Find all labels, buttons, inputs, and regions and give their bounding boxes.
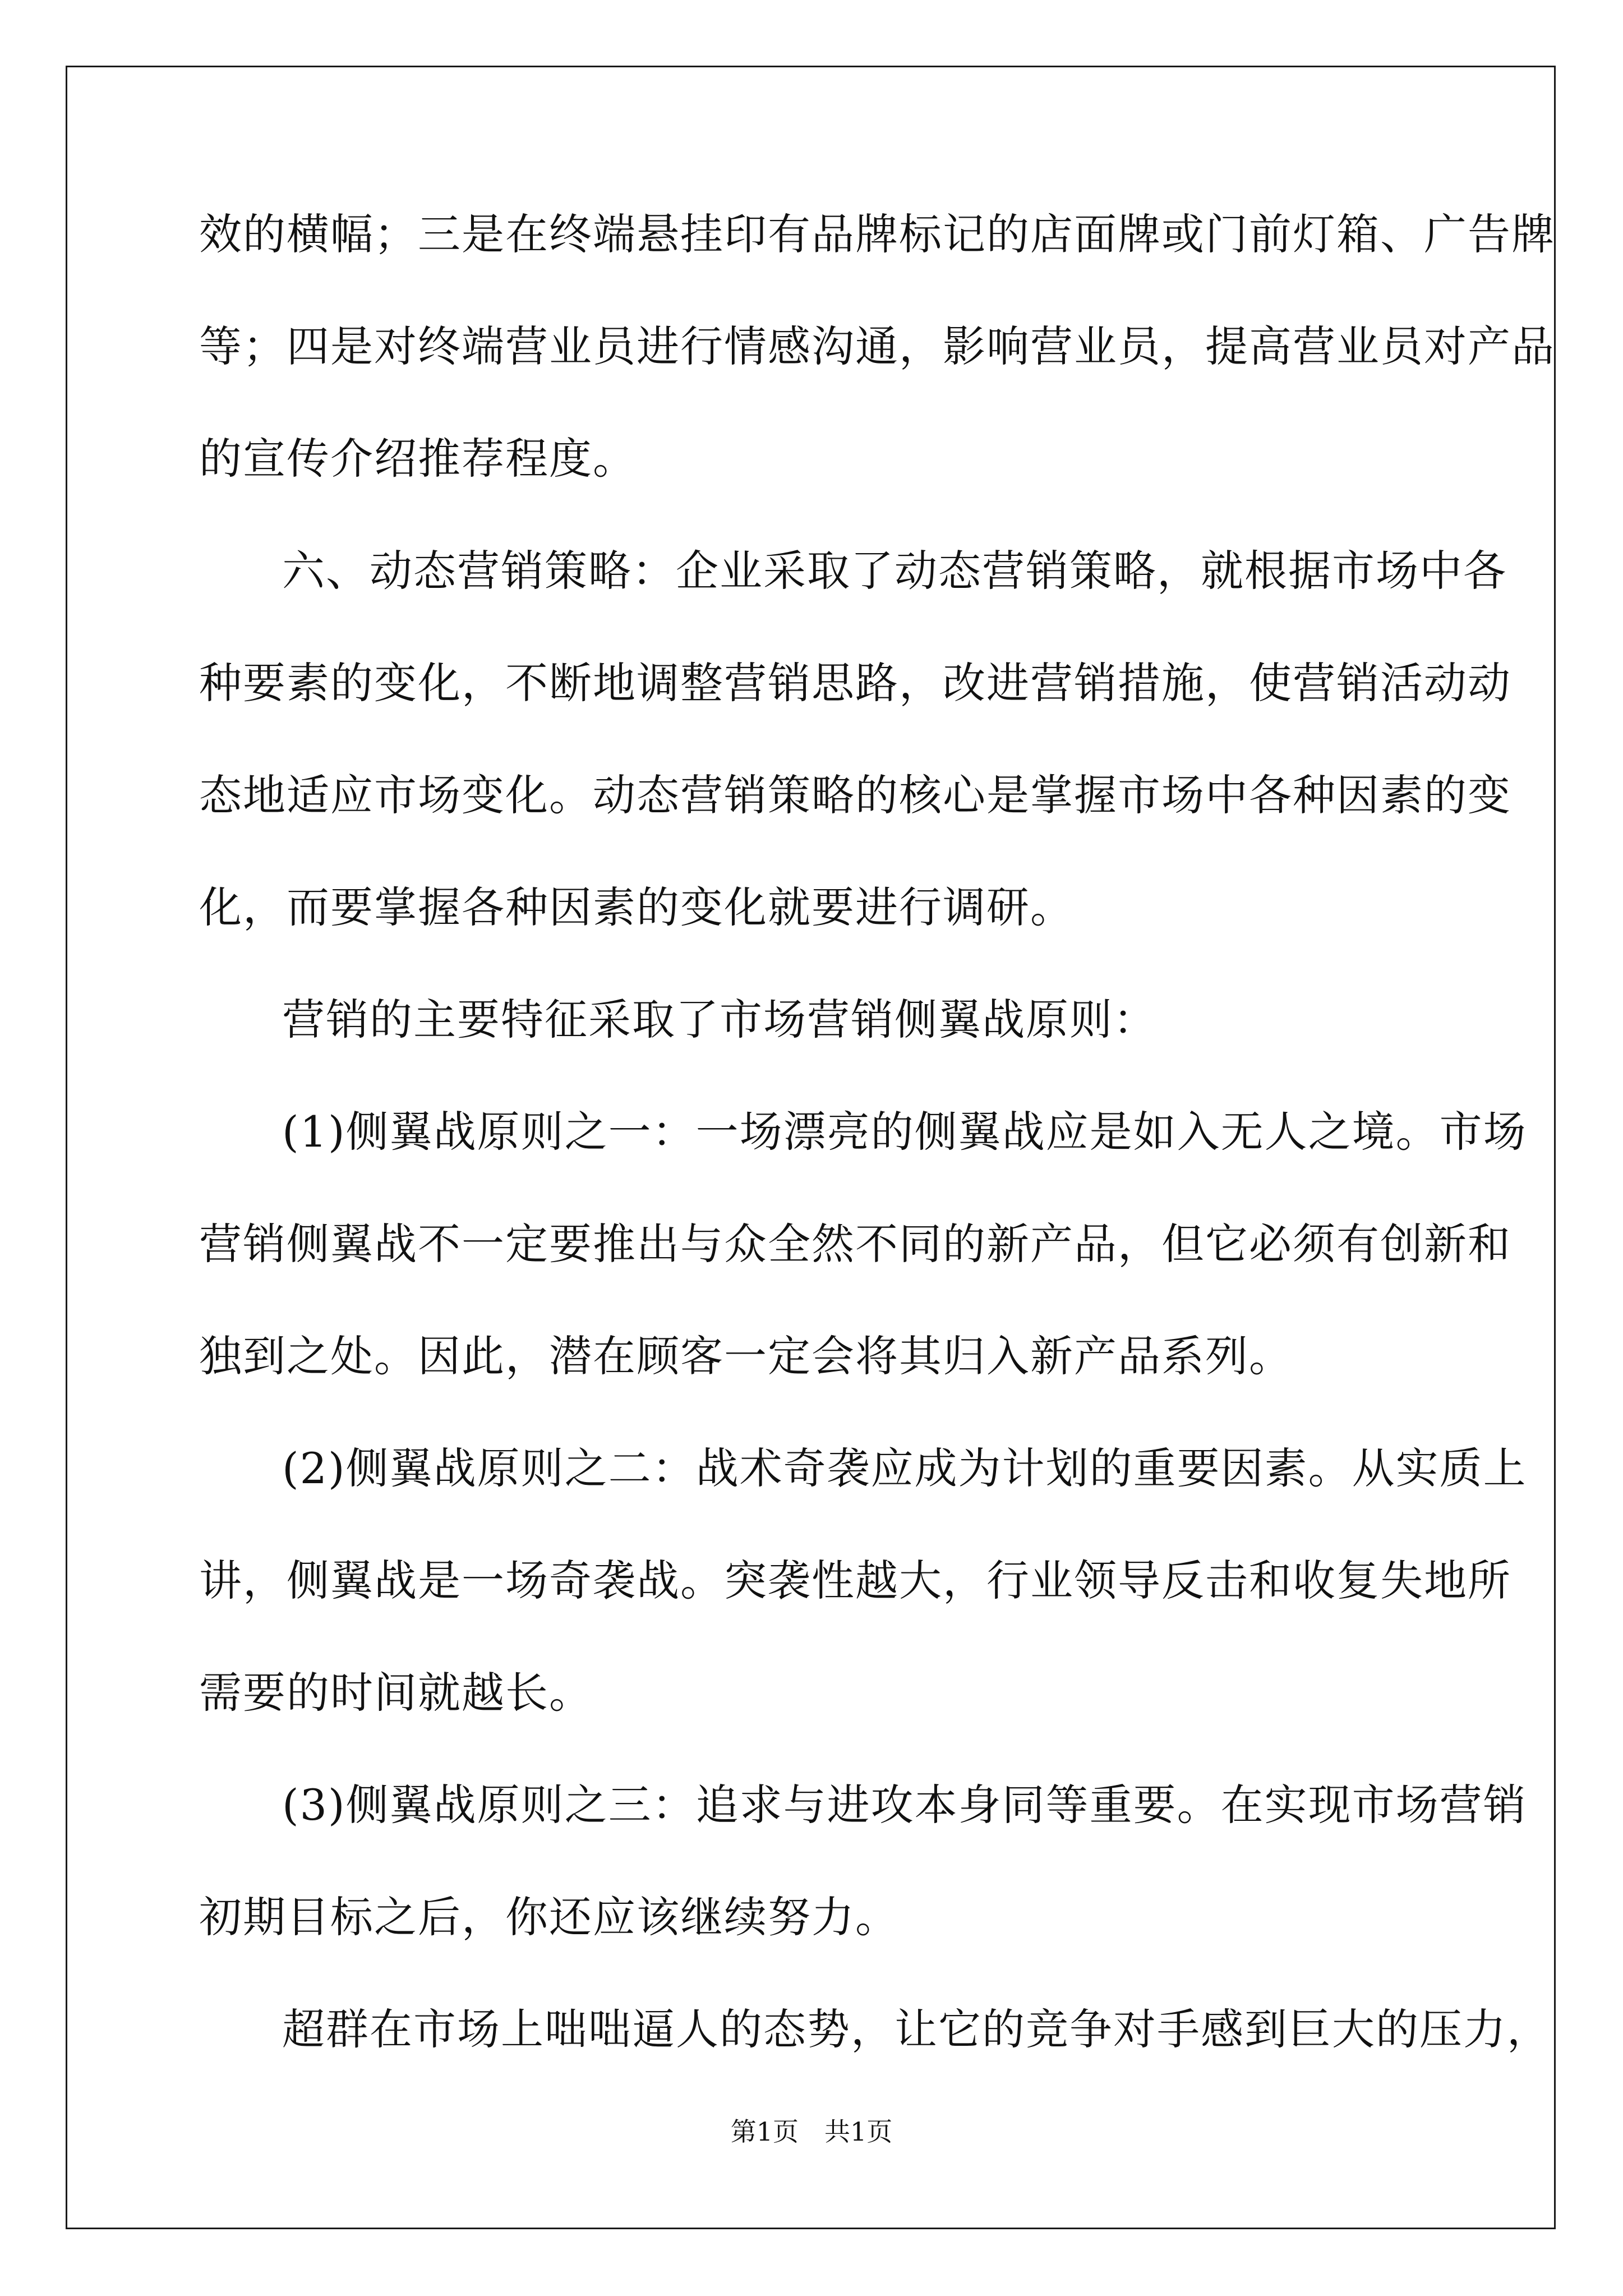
text-line: 等；四是对终端营业员进行情感沟通，影响营业员，提高营业员对产品 — [199, 321, 1555, 371]
text-line: 需要的时间就越长。 — [199, 1668, 593, 1718]
paragraph-start-line: (2)侧翼战原则之二：战术奇袭应成为计划的重要因素。从实质上 — [282, 1443, 1527, 1493]
text-line: 效的横幅；三是在终端悬挂印有品牌标记的店面牌或门前灯箱、广告牌 — [199, 209, 1555, 259]
text-line: 态地适应市场变化。动态营销策略的核心是掌握市场中各种因素的变 — [199, 770, 1511, 820]
paragraph-start-line: 营销的主要特征采取了市场营销侧翼战原则： — [282, 995, 1157, 1045]
paragraph-start-line: 六、动态营销策略：企业采取了动态营销策略，就根据市场中各 — [282, 546, 1507, 596]
paragraph-start-line: (3)侧翼战原则之三：追求与进攻本身同等重要。在实现市场营销 — [282, 1780, 1527, 1830]
page-footer: 第1页 共1页 — [730, 2116, 893, 2147]
paragraph-start-line: (1)侧翼战原则之一：一场漂亮的侧翼战应是如入无人之境。市场 — [282, 1107, 1527, 1157]
text-line: 初期目标之后，你还应该继续努力。 — [199, 1892, 899, 1942]
text-line: 种要素的变化，不断地调整营销思路，改进营销措施，使营销活动动 — [199, 658, 1511, 708]
text-line: 独到之处。因此，潜在顾客一定会将其归入新产品系列。 — [199, 1331, 1293, 1381]
paragraph-start-line: 超群在市场上咄咄逼人的态势，让它的竞争对手感到巨大的压力， — [282, 2004, 1551, 2054]
text-line: 的宣传介绍推荐程度。 — [199, 434, 637, 484]
text-line: 营销侧翼战不一定要推出与众全然不同的新产品，但它必须有创新和 — [199, 1219, 1511, 1269]
text-line: 讲，侧翼战是一场奇袭战。突袭性越大，行业领导反击和收复失地所 — [199, 1556, 1511, 1605]
text-line: 化，而要掌握各种因素的变化就要进行调研。 — [199, 882, 1074, 932]
